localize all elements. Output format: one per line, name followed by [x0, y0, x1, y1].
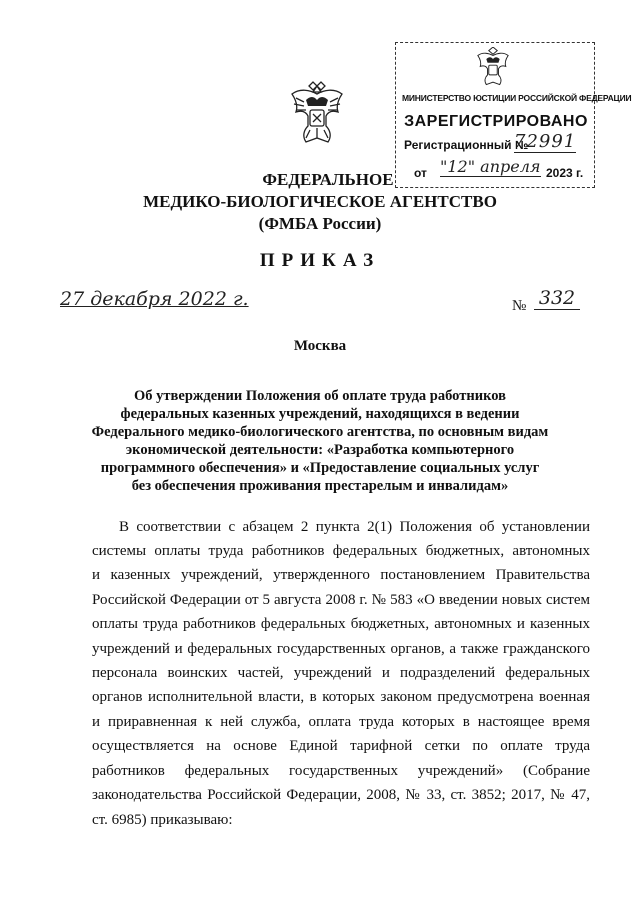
body-line: учреждений и федеральных государственных органов, а также гражданского	[92, 641, 590, 657]
subject-line: Об утверждении Положения об оплате труда работников	[134, 388, 506, 404]
body-line: осуществляется на основе Единой тарифной сетки по оплате труда	[92, 738, 590, 754]
body-line: В соответствии с абзацем 2 пункта 2(1) Положения об установлении	[119, 519, 590, 535]
agency-abbreviation: (ФМБА России)	[258, 214, 382, 233]
coat-of-arms-icon	[288, 80, 346, 146]
body-line: работников федеральных государственных учреждений» (Собрание	[92, 763, 590, 779]
city: Москва	[293, 338, 347, 354]
subject-line: Федерального медико-биологического агентства, по основным видам	[91, 424, 549, 440]
body-line: и казенных учреждений, утвержденного постановлением Правительства	[92, 567, 590, 583]
body-line: ст. 6985) приказываю:	[92, 812, 233, 828]
stamp-ministry-name: МИНИСТЕРСТВО ЮСТИЦИИ РОССИЙСКОЙ ФЕДЕРАЦИИ	[402, 93, 632, 103]
stamp-reg-number: 72991	[514, 131, 577, 152]
registration-stamp	[395, 42, 632, 188]
coat-of-arms-icon	[474, 47, 512, 87]
body-line: оплаты труда работников федеральных бюджетных, автономных и казенных	[92, 616, 590, 632]
stamp-from-label: от	[414, 166, 427, 180]
order-number: 332	[534, 287, 580, 310]
body-line: Российской Федерации от 5 августа 2008 г. № 583 «О введении новых систем	[92, 592, 590, 608]
subject-line: федеральных казенных учреждений, находящихся в ведении	[120, 406, 520, 422]
body-line: законодательства Российской Федерации, 2008, № 33, ст. 3852; 2017, № 47,	[92, 787, 590, 803]
order-number-label: №	[512, 298, 527, 314]
body-line: и приравненная к ней служба, оплата труда которых в настоящее время	[92, 714, 590, 730]
stamp-reg-number-label: Регистрационный №	[404, 138, 529, 152]
subject-line: экономической деятельности: «Разработка компьютерного	[125, 442, 515, 458]
document-title: ПРИКАЗ	[259, 250, 381, 271]
agency-name-line: МЕДИКО-БИОЛОГИЧЕСКОЕ АГЕНТСТВО	[143, 192, 497, 211]
stamp-registered-label: ЗАРЕГИСТРИРОВАНО	[404, 113, 588, 130]
body-line: системы оплаты труда работников федеральных бюджетных, автономных	[92, 543, 590, 559]
order-date: 27 декабря 2022 г.	[60, 288, 249, 310]
body-line: органов исполнительной власти, в которых законом предусмотрена военная	[92, 689, 590, 705]
agency-name-line: ФЕДЕРАЛЬНОЕ	[262, 170, 394, 189]
stamp-reg-date: "12" апреля	[440, 157, 541, 176]
body-line: персонала воинских частей, учреждений и подразделений федеральных	[92, 665, 590, 681]
stamp-reg-year: 2023 г.	[546, 166, 584, 180]
subject-line: без обеспечения проживания престарелым и инвалидам»	[131, 478, 509, 494]
subject-line: программного обеспечения» и «Предоставление социальных услуг	[100, 460, 540, 476]
